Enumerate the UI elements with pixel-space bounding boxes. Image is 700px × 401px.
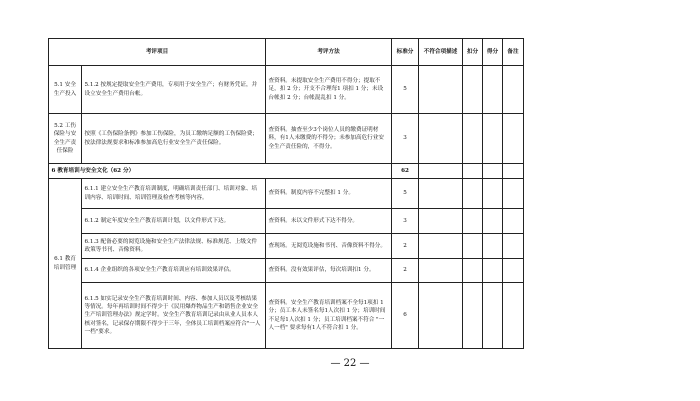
row-method: 查资料。未以文件形式下达不得分。 (266, 209, 392, 234)
row-nonconform-cell (419, 209, 463, 234)
row-score-cell (483, 209, 503, 234)
row-nonconform-cell (419, 66, 463, 114)
row-category: 5.1 安全生产投入 (49, 66, 82, 114)
row-deduct-cell (463, 114, 483, 164)
table-row (49, 259, 524, 283)
row-remark-cell (503, 164, 524, 179)
header-deduct: 扣分 (463, 39, 483, 66)
row-content: 6.1.5 如实记录安全生产教育培训时间、内容、参加人员以及考核结果等情况。每年再培训时间不得少于《民用爆炸物品生产和销售企业安全生产培训管理办法》规定学时。安全生产教育培训记录由从业人员本人核对签名，记录保存期限不得少于三年，全体员工培训档案应符合"一人一档"要求。 (82, 283, 266, 349)
row-method: 查资料。安全生产教育培训档案不全每1项扣 1 分；员工本人未签名每1人次扣 1 分；培训时间不足每1人次扣 1 分；员工培训档案不符合 "一人一档" 要求每有1人不符合扣 1 分。 (266, 283, 392, 349)
section-title: 6 教育培训与安全文化（62 分） (49, 164, 392, 179)
evaluation-table (48, 38, 524, 349)
header-remark: 备注 (503, 39, 524, 66)
header-score: 得分 (483, 39, 503, 66)
row-nonconform-cell (419, 164, 463, 179)
row-content: 按照《工伤保险条例》参加工伤保险，为员工缴纳足额的工伤保险费；按法律法规要求和标准参加高危行业安全生产责任保险。 (82, 114, 266, 164)
header-standard: 标准分 (392, 39, 419, 66)
row-standard: 2 (392, 259, 419, 283)
row-remark-cell (503, 179, 524, 209)
page-number: — 22 — (330, 358, 370, 369)
row-deduct-cell (463, 209, 483, 234)
row-standard: 5 (392, 66, 419, 114)
header-nonconform: 不符合项描述 (419, 39, 463, 66)
table-row (49, 66, 524, 114)
table-row (49, 179, 524, 209)
row-standard: 2 (392, 234, 419, 259)
header-method: 考评方法 (266, 39, 392, 66)
row-score-cell (483, 259, 503, 283)
row-remark-cell (503, 209, 524, 234)
section-row (49, 164, 524, 179)
row-nonconform-cell (419, 179, 463, 209)
row-standard: 3 (392, 114, 419, 164)
row-method: 查资料。抽查至少3个岗位人员的缴费证明材料，有1人未缴费的不得分；未参加高危行业安全生产责任险的，不得分。 (266, 114, 392, 164)
row-content: 6.1.3 配备必要的阅览设施和安全生产法律法规、标准规范、上级文件政策等书刊、音像资料。 (82, 234, 266, 259)
row-content: 6.1.2 制定年度安全生产教育培训计划，以文件形式下达。 (82, 209, 266, 234)
table-row (49, 283, 524, 349)
group-category: 6.1 教育培训管理 (49, 179, 82, 349)
row-method: 查资料。没有效果评估，每次培训扣1 分。 (266, 259, 392, 283)
row-nonconform-cell (419, 234, 463, 259)
row-score-cell (483, 234, 503, 259)
row-nonconform-cell (419, 283, 463, 349)
row-method: 查现场。无阅览设施和书刊、音像资料不得分。 (266, 234, 392, 259)
row-method: 查资料。制度内容不完整扣 1 分。 (266, 179, 392, 209)
row-remark-cell (503, 66, 524, 114)
row-method: 查资料。未提取安全生产费用不得分；提取不足，扣 2 分；开支不合理每1 项扣 1 分；未设台帐扣 2 分；台帐混乱扣 1 分。 (266, 66, 392, 114)
row-score-cell (483, 114, 503, 164)
row-standard: 3 (392, 209, 419, 234)
table-row (49, 209, 524, 234)
row-remark-cell (503, 283, 524, 349)
row-category: 5.2 工伤保险与安全生产责任保险 (49, 114, 82, 164)
row-standard: 6 (392, 283, 419, 349)
row-score-cell (483, 66, 503, 114)
row-score-cell (483, 164, 503, 179)
header-project: 考评项目 (49, 39, 266, 66)
row-standard: 5 (392, 179, 419, 209)
row-deduct-cell (463, 164, 483, 179)
row-remark-cell (503, 259, 524, 283)
row-remark-cell (503, 114, 524, 164)
row-score-cell (483, 283, 503, 349)
row-content: 6.1.1 建立安全生产教育培训制度，明确培训责任部门、培训对象、培训内容、培训时间、培训管理及检查考核等内容。 (82, 179, 266, 209)
row-nonconform-cell (419, 259, 463, 283)
row-deduct-cell (463, 259, 483, 283)
row-deduct-cell (463, 66, 483, 114)
row-deduct-cell (463, 283, 483, 349)
row-deduct-cell (463, 234, 483, 259)
row-remark-cell (503, 234, 524, 259)
section-standard: 62 (392, 164, 419, 179)
table-row (49, 234, 524, 259)
row-nonconform-cell (419, 114, 463, 164)
row-deduct-cell (463, 179, 483, 209)
table-row (49, 114, 524, 164)
row-content: 6.1.4 企业组织的各项安全生产教育培训应有培训效果评估。 (82, 259, 266, 283)
row-score-cell (483, 179, 503, 209)
row-content: 5.1.2 按规定提取安全生产费用，专项用于安全生产；有财务凭证，并设立安全生产费用台帐。 (82, 66, 266, 114)
table-header-row (49, 39, 524, 66)
